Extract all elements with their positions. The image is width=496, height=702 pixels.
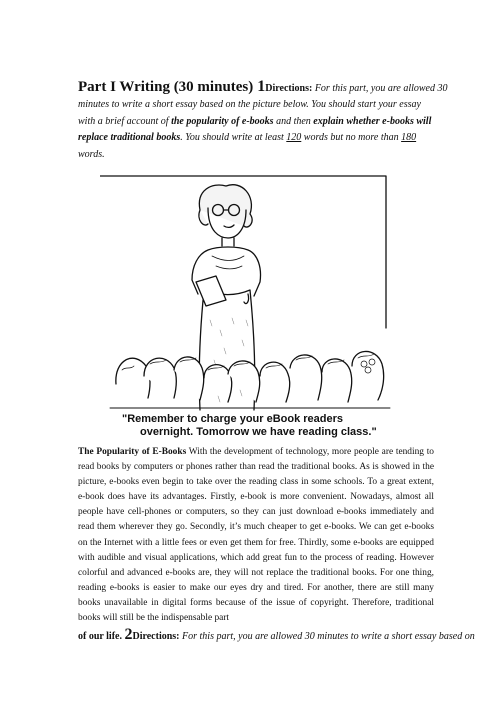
next-section-line	[78, 626, 475, 645]
directions-text: For this part, you are allowed 30	[312, 83, 448, 94]
students	[116, 351, 384, 402]
topic-highlight: the popularity of e-books	[171, 115, 274, 127]
directions-text-2: For this part, you are allowed 30 minutes to write a short essay based on	[179, 631, 475, 642]
caption-line-1: "Remember to charge your eBook readers	[122, 413, 344, 425]
task-highlight: explain whether e-books will replace traditional	[78, 115, 432, 143]
teacher-hair	[199, 185, 252, 227]
cartoon-caption	[122, 413, 402, 439]
essay-body: With the development of technology, more people are tending to read books by computers or phones rather than read the traditional books. As is showed in the picture, e-books even begin to take over the reading class in some schools. To a great extent, e-book does have its advantages. Firstly, e-book is more convenient. Nowadays, almost all people have cell-phones or computers, so they can just download e-books immediately and read them wherever they go. Secondly, it’s much cheaper to get e-books. We can get e-books on the Internet with a little fees or even get them for free. Thirdly, some e-books are equipped with audible and visual applications, which add great fun to the process of reading. However colorful and advanced e-books are, they will not replace the traditional books. For one thing, reading e-books is easier to make our eyes dry and tired. For another, there are still many books unavailable in digital forms because of the issue of copyright. Therefore, traditional books will still be the indispensable part	[78, 447, 434, 624]
directions-label: Directions:	[265, 83, 313, 94]
teacher-cartoon-illustration	[100, 170, 402, 420]
book	[196, 276, 226, 306]
essay-tail: of our life.	[78, 631, 125, 642]
part-title: Part I Writing (30 minutes)	[78, 79, 254, 95]
directions-label-2: Directions:	[132, 631, 180, 642]
essay-paragraph	[78, 445, 434, 626]
directions-paragraph: minutes to write a short essay based on the picture below. You should start your essay with a brief account of the popularity of e-books and then explain whether e-books will replace traditional books. You should write at least 120 words but no more than 180 words.	[78, 99, 432, 160]
min-words: 120	[286, 132, 302, 143]
directions-line: minutes to write a short essay based on the picture below. You should start your essay with a brief	[78, 99, 421, 127]
caption-line-2: overnight. Tomorrow we have reading class."	[140, 426, 377, 438]
question-number-2: 2	[124, 626, 133, 643]
question-number: 1	[257, 78, 266, 95]
max-words: 180	[401, 132, 417, 143]
section-heading	[78, 78, 448, 98]
essay-title: The Popularity of E-Books	[78, 447, 187, 457]
